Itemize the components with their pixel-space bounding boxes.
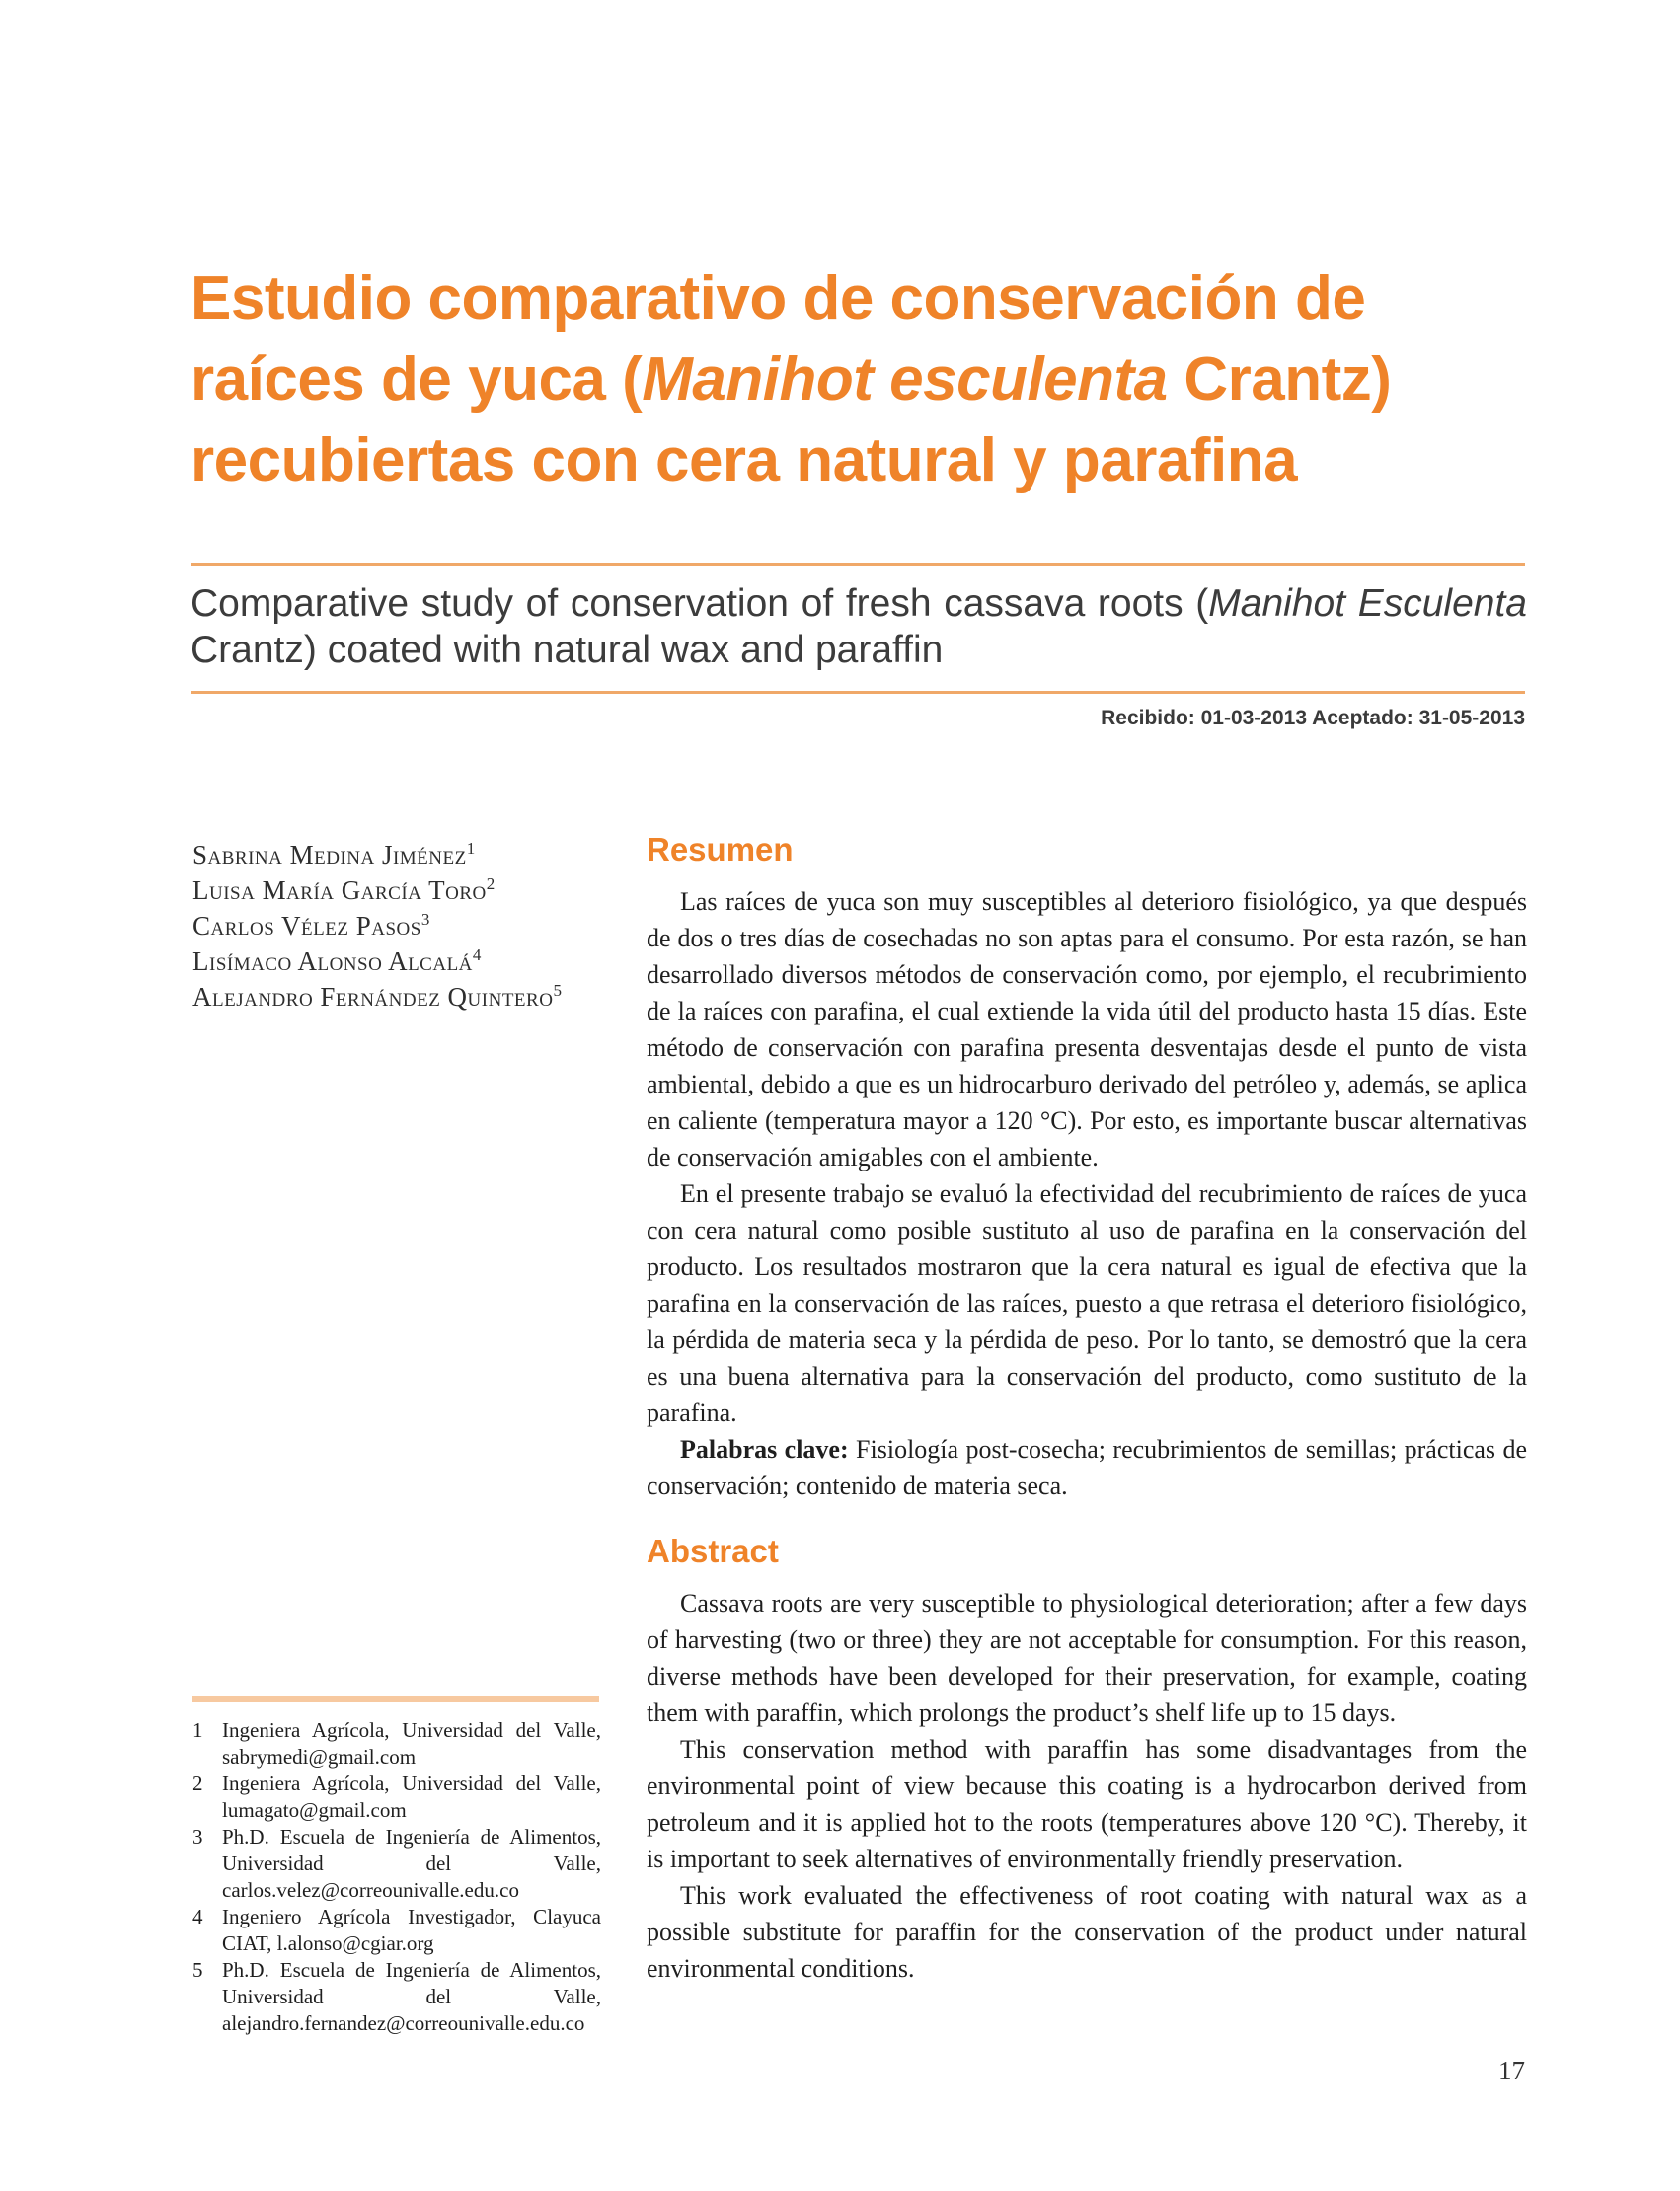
author-name: Alejandro Fernández Quintero xyxy=(192,982,554,1012)
author-name: Lisímaco Alonso Alcalá xyxy=(192,946,473,976)
abstract-paragraph-1: Cassava roots are very susceptible to physiological deterioration; after a few days of harvesting (two or three) they are not acceptable for consumption. For this reason, diverse methods have been developed for their preservation, for example, coating them with paraffin, which prolongs the product’s shelf life up to 15 days. xyxy=(647,1589,1527,1727)
footnote-number: 5 xyxy=(192,1958,203,1982)
resumen-keywords xyxy=(647,1431,1527,1504)
footnote-number: 2 xyxy=(192,1772,203,1795)
abstract-paragraph-2: This conservation method with paraffin has some disadvantages from the environmental point of view because this coating is a hydrocarbon derived from petroleum and it is applied hot to the roots (temperatures above 120 °C). Thereby, it is important to seek alternatives of environmentally friendly preservation. xyxy=(647,1735,1527,1873)
footnote-text: Ph.D. Escuela de Ingeniería de Alimentos, Universidad del Valle, carlos.velez@correounivalle.edu.co xyxy=(222,1825,601,1902)
abstract-heading: Abstract xyxy=(647,1533,779,1569)
title-segment-2: Crantz) recubiertas con cera natural y parafina xyxy=(191,345,1392,494)
resumen-heading: Resumen xyxy=(647,831,794,868)
resumen-paragraph-2: En el presente trabajo se evaluó la efectividad del recubrimiento de raíces de yuca con cera natural como posible sustituto al uso de parafina en la conservación del producto. Los resultados mostraron que la cera natural es igual de efectiva que la parafina en la conservación de las raíces, puesto a que retrasa el deterioro fisiológico, la pérdida de materia seca y la pérdida de peso. Por lo tanto, se demostró que la cera es una buena alternativa para la conservación del producto, como sustituto de la parafina. xyxy=(647,1179,1527,1427)
author xyxy=(192,837,647,872)
title-species-italic: Manihot esculenta xyxy=(642,345,1168,414)
abstract-column xyxy=(647,832,1527,1987)
subtitle-segment-1: Comparative study of conservation of fresh cassava roots ( xyxy=(191,582,1209,625)
footnote xyxy=(192,1771,601,1824)
footnote-text: Ingeniera Agrícola, Universidad del Valle, lumagato@gmail.com xyxy=(222,1772,601,1822)
article-title-spanish xyxy=(191,259,1538,501)
keywords-text: Fisiología post-cosecha; recubrimientos de semillas; prácticas de conservación; contenido de materia seca. xyxy=(647,1435,1527,1500)
page-number: 17 xyxy=(1498,2056,1525,2085)
keywords-label: Palabras clave: xyxy=(680,1435,849,1464)
author-footnote-ref: 5 xyxy=(553,981,563,1000)
footnote xyxy=(192,1904,601,1957)
title-segment-1: Estudio comparativo de conservación de raíces de yuca ( xyxy=(191,264,1366,414)
footnote-text: Ingeniera Agrícola, Universidad del Valle, sabrymedi@gmail.com xyxy=(222,1718,601,1769)
subtitle-species-italic: Manihot Esculenta xyxy=(1208,582,1527,625)
author-name: Luisa María García Toro xyxy=(192,875,487,905)
subtitle-segment-2: Crantz) coated with natural wax and paraffin xyxy=(191,629,944,671)
author xyxy=(192,979,647,1015)
divider-rule-top xyxy=(191,563,1525,566)
author-footnote-ref: 3 xyxy=(420,910,430,929)
footnote-text: Ingeniero Agrícola Investigador, Clayuca CIAT, l.alonso@cgiar.org xyxy=(222,1905,601,1955)
author-list xyxy=(192,837,647,1015)
divider-rule-bottom xyxy=(191,691,1525,694)
footnote xyxy=(192,1717,601,1771)
footnote-number: 3 xyxy=(192,1825,203,1849)
article-title-english xyxy=(191,580,1527,673)
footnote xyxy=(192,1957,601,2037)
footnote-text: Ph.D. Escuela de Ingeniería de Alimentos, Universidad del Valle, alejandro.fernandez@correounivalle.edu.co xyxy=(222,1958,601,2035)
footnote-number: 1 xyxy=(192,1718,203,1742)
author-footnote-ref: 2 xyxy=(486,874,496,893)
footnote xyxy=(192,1824,601,1904)
author-name: Sabrina Medina Jiménez xyxy=(192,840,467,869)
resumen-paragraph-1: Las raíces de yuca son muy susceptibles al deterioro fisiológico, ya que después de dos o tres días de cosechadas no son aptas para el consumo. Por esta razón, se han desarrollado diversos métodos de conservación como, por ejemplo, el recubrimiento de la raíces con parafina, el cual extiende la vida útil del producto hasta 15 días. Este método de conservación con parafina presenta desventajas desde el punto de vista ambiental, debido a que es un hidrocarburo derivado del petróleo y, además, se aplica en caliente (temperatura mayor a 120 °C). Por esto, es importante buscar alternativas de conservación amigables con el ambiente. xyxy=(647,887,1527,1171)
abstract-paragraph-3: This work evaluated the effectiveness of root coating with natural wax as a possible substitute for paraffin for the conservation of the product under natural environmental conditions. xyxy=(647,1881,1527,1983)
author xyxy=(192,872,647,908)
author-footnote-ref: 1 xyxy=(466,839,476,858)
author-footnote-ref: 4 xyxy=(472,945,482,964)
author-name: Carlos Vélez Pasos xyxy=(192,911,421,941)
footnote-list xyxy=(192,1717,601,2037)
author xyxy=(192,944,647,979)
author xyxy=(192,908,647,944)
footnote-number: 4 xyxy=(192,1905,203,1928)
footnote-separator-bar xyxy=(192,1696,599,1702)
received-accepted-dates: Recibido: 01-03-2013 Aceptado: 31-05-2013 xyxy=(1101,707,1525,729)
